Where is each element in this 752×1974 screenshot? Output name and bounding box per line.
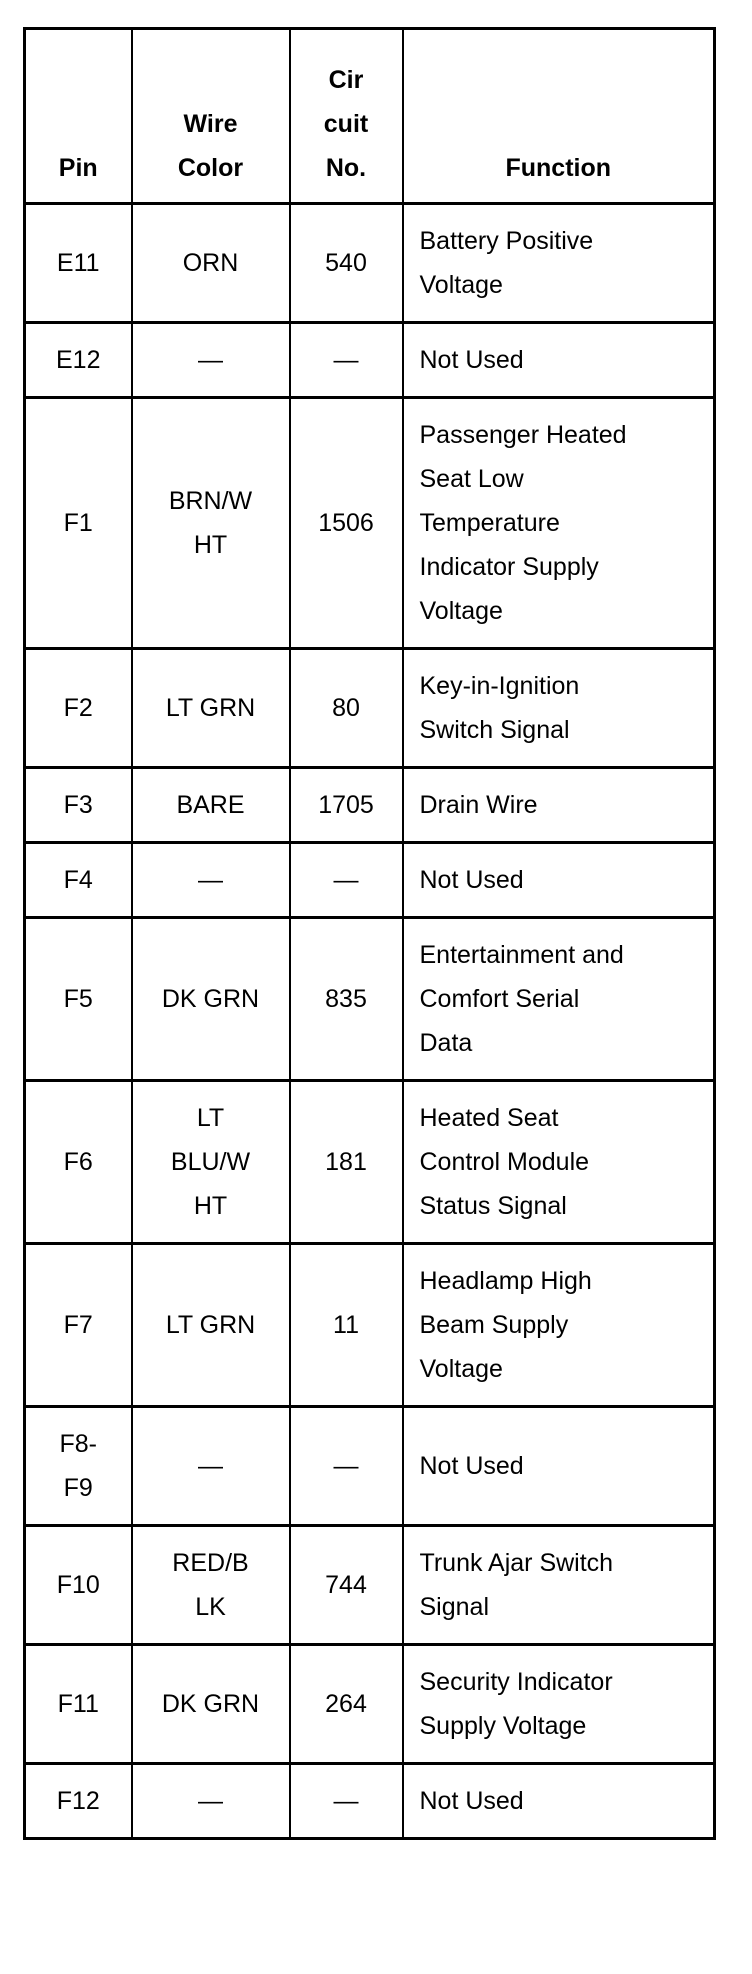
wire-color-cell-text: DK GRN [161,1690,260,1718]
pin-cell-text: F7 [63,1311,93,1339]
pin-cell-text: F3 [63,791,93,819]
pin-cell [25,1645,132,1764]
function-cell [403,1244,715,1407]
wire-color-cell [132,768,290,843]
circuit-cell-text: 1506 [318,509,374,537]
pin-cell [25,204,132,323]
circuit-cell [290,1764,403,1839]
table-header [25,29,715,204]
circuit-cell [290,1526,403,1645]
wire-color-cell-text: — [198,346,223,374]
circuit-cell [290,843,403,918]
circuit-cell-text: 835 [325,985,367,1013]
function-cell-text: Trunk Ajar Switch Signal [419,1549,614,1621]
wire-color-cell [132,1407,290,1526]
table-row [25,204,715,323]
function-cell-text: Security Indicator Supply Voltage [419,1668,613,1740]
pin-cell-text: F4 [63,866,93,894]
table-row [25,398,715,649]
function-cell-text: Entertainment and Comfort Serial Data [419,941,624,1057]
function-cell-text: Not Used [419,1787,524,1815]
circuit-cell-text: 264 [325,1690,367,1718]
function-cell [403,1526,715,1645]
table-row [25,1081,715,1244]
circuit-cell-text: — [333,866,359,894]
pin-cell [25,398,132,649]
table-row [25,1244,715,1407]
circuit-cell-text: 181 [325,1148,367,1176]
circuit-cell [290,1645,403,1764]
pin-cell [25,1526,132,1645]
wire-color-cell [132,204,290,323]
table-row [25,918,715,1081]
header-function: Function [403,29,715,204]
circuit-cell-text: — [333,1787,359,1815]
function-cell [403,323,715,398]
circuit-cell [290,1407,403,1526]
pin-cell-text: F12 [56,1787,100,1815]
wire-color-cell [132,1244,290,1407]
pin-cell [25,1407,132,1526]
circuit-cell [290,768,403,843]
circuit-cell [290,918,403,1081]
wire-color-cell-text: — [198,866,223,894]
pin-cell-text: F6 [63,1148,93,1176]
function-cell-text: Heated Seat Control Module Status Signal [419,1104,590,1220]
function-cell [403,1645,715,1764]
wire-color-cell [132,1081,290,1244]
wire-color-cell-text: DK GRN [161,985,260,1013]
wire-color-cell [132,649,290,768]
circuit-cell-text: — [333,346,359,374]
pin-cell-text: F5 [63,985,93,1013]
circuit-cell-text: 1705 [318,791,374,819]
function-cell [403,398,715,649]
table-row [25,1764,715,1839]
function-cell [403,1764,715,1839]
pin-cell [25,768,132,843]
circuit-cell-text: 744 [325,1571,367,1599]
circuit-cell [290,398,403,649]
table-row [25,1526,715,1645]
wire-color-cell [132,1526,290,1645]
pin-cell-text: F2 [63,694,93,722]
function-cell [403,1081,715,1244]
header-wire-color: Wire Color [132,29,290,204]
table-row [25,1407,715,1526]
function-cell [403,1407,715,1526]
pin-cell [25,649,132,768]
wire-color-cell [132,323,290,398]
table-row [25,1645,715,1764]
pin-cell [25,1244,132,1407]
circuit-cell [290,1081,403,1244]
pin-table [23,27,716,1840]
wire-color-cell-text: LT GRN [165,694,256,722]
pin-cell-text: F11 [57,1690,99,1718]
pin-cell [25,1764,132,1839]
table-row [25,768,715,843]
function-cell-text: Not Used [419,346,524,374]
circuit-cell-text: 80 [332,694,360,722]
pin-cell [25,843,132,918]
wire-color-cell [132,843,290,918]
function-cell-text: Headlamp High Beam Supply Voltage [419,1267,592,1383]
circuit-cell [290,649,403,768]
circuit-cell-text: — [333,1452,359,1480]
pin-cell [25,918,132,1081]
wire-color-cell-text: BRN/W HT [168,487,253,559]
header-pin: Pin [25,29,132,204]
table-row [25,843,715,918]
pin-cell-text: E12 [56,346,101,374]
table-body [25,204,715,1839]
function-cell-text: Not Used [419,866,524,894]
function-cell-text: Drain Wire [419,791,538,819]
function-cell [403,843,715,918]
header-circuit-no: Cir cuit No. [290,29,403,204]
wire-color-cell-text: — [198,1787,223,1815]
pin-cell-text: F10 [56,1571,100,1599]
function-cell [403,918,715,1081]
function-cell-text: Battery Positive Voltage [419,227,594,299]
pin-cell-text: F8- F9 [59,1430,97,1502]
function-cell-text: Not Used [419,1452,524,1480]
wire-color-cell-text: — [198,1452,223,1480]
circuit-cell [290,323,403,398]
function-cell-text: Key-in-Ignition Switch Signal [419,672,580,744]
wire-color-cell-text: ORN [182,249,239,277]
pin-cell-text: E11 [56,249,100,277]
table-row [25,649,715,768]
circuit-cell-text: 540 [325,249,367,277]
wire-color-cell-text: BARE [176,791,245,819]
pin-cell [25,323,132,398]
pin-cell [25,1081,132,1244]
wire-color-cell [132,398,290,649]
wire-color-cell-text: LT GRN [165,1311,256,1339]
pin-cell-text: F1 [63,509,93,537]
table-row [25,323,715,398]
wire-color-cell [132,1764,290,1839]
wire-color-cell-text: RED/B LK [172,1549,249,1621]
header-row [25,29,715,204]
wire-color-cell [132,1645,290,1764]
function-cell [403,768,715,843]
wire-color-cell-text: LT BLU/W HT [170,1104,251,1220]
circuit-cell-text: 11 [333,1311,359,1339]
function-cell-text: Passenger Heated Seat Low Temperature Indicator Supply Voltage [419,421,627,625]
wire-color-cell [132,918,290,1081]
circuit-cell [290,1244,403,1407]
function-cell [403,204,715,323]
circuit-cell [290,204,403,323]
function-cell [403,649,715,768]
